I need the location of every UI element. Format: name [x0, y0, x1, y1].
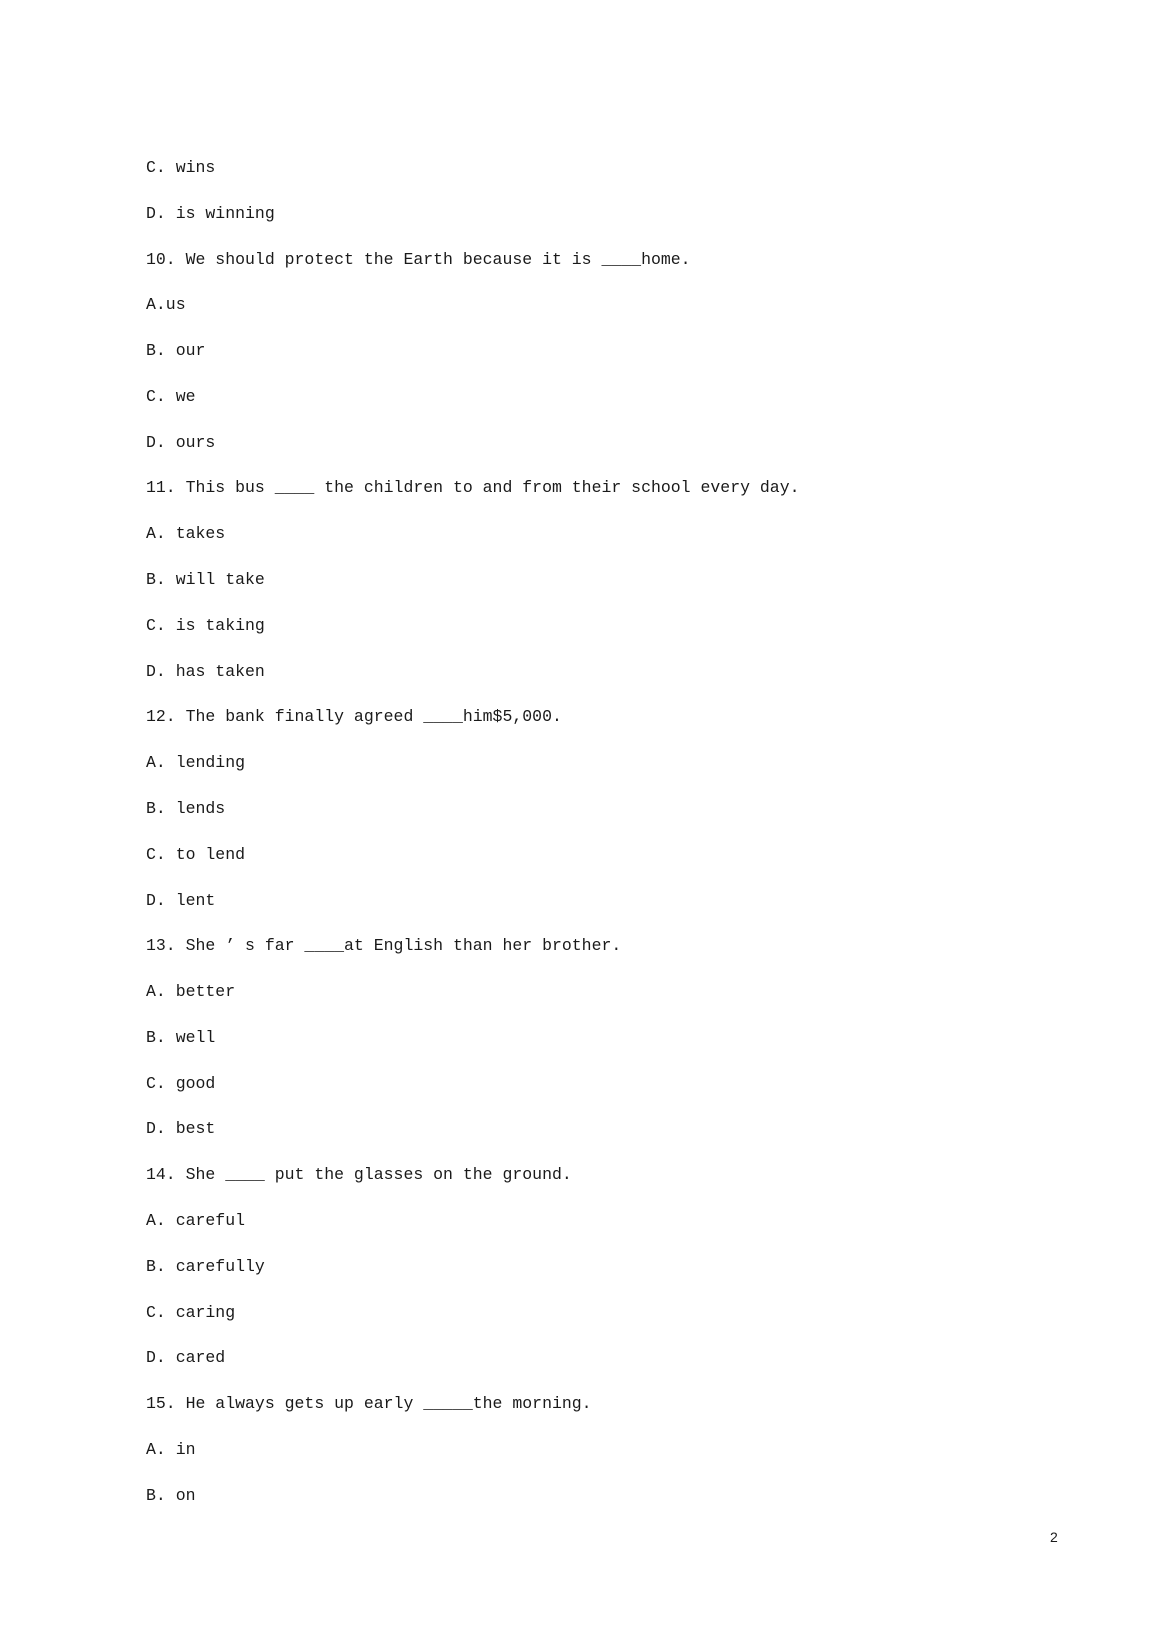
question-15-option-b: B. on — [146, 1485, 196, 1505]
question-12-stem: 12. The bank finally agreed ____him$5,000. — [146, 707, 562, 727]
question-10-option-a: A.us — [146, 295, 186, 315]
question-12-option-b: B. lends — [146, 798, 226, 818]
question-12-option-a: A. lending — [146, 753, 246, 773]
question-10-option-d: D. ours — [146, 432, 216, 452]
question-list — [146, 145, 1046, 1518]
question-13-stem: 13. She ’ s far ____at English than her brother. — [146, 936, 622, 956]
question-10-option-b: B. our — [146, 341, 206, 361]
question-12-option-d: D. lent — [146, 890, 216, 910]
question-11-option-b: B. will take — [146, 570, 265, 590]
question-11-option-d: D. has taken — [146, 661, 265, 681]
question-13-option-a: A. better — [146, 982, 236, 1002]
question-9-option-d: D. is winning — [146, 203, 275, 223]
question-14-option-a: A. careful — [146, 1210, 246, 1230]
question-13-option-c: C. good — [146, 1073, 216, 1093]
question-14-option-c: C. caring — [146, 1302, 236, 1322]
question-11-option-c: C. is taking — [146, 615, 265, 635]
question-9-option-c: C. wins — [146, 158, 216, 177]
question-14-option-b: B. carefully — [146, 1256, 265, 1276]
question-14-stem: 14. She ____ put the glasses on the ground. — [146, 1165, 572, 1185]
question-14-option-d: D. cared — [146, 1348, 226, 1368]
question-11-option-a: A. takes — [146, 524, 226, 544]
question-10-stem: 10. We should protect the Earth because it is ____home. — [146, 249, 691, 269]
question-11-stem: 11. This bus ____ the children to and from their school every day. — [146, 478, 800, 498]
question-13-option-b: B. well — [146, 1027, 216, 1047]
question-15-option-a: A. in — [146, 1439, 196, 1459]
page-number: 2 — [1050, 1529, 1058, 1545]
question-10-option-c: C. we — [146, 386, 196, 406]
question-13-option-d: D. best — [146, 1119, 216, 1139]
question-15-stem: 15. He always gets up early _____the morning. — [146, 1394, 592, 1414]
question-12-option-c: C. to lend — [146, 844, 246, 864]
